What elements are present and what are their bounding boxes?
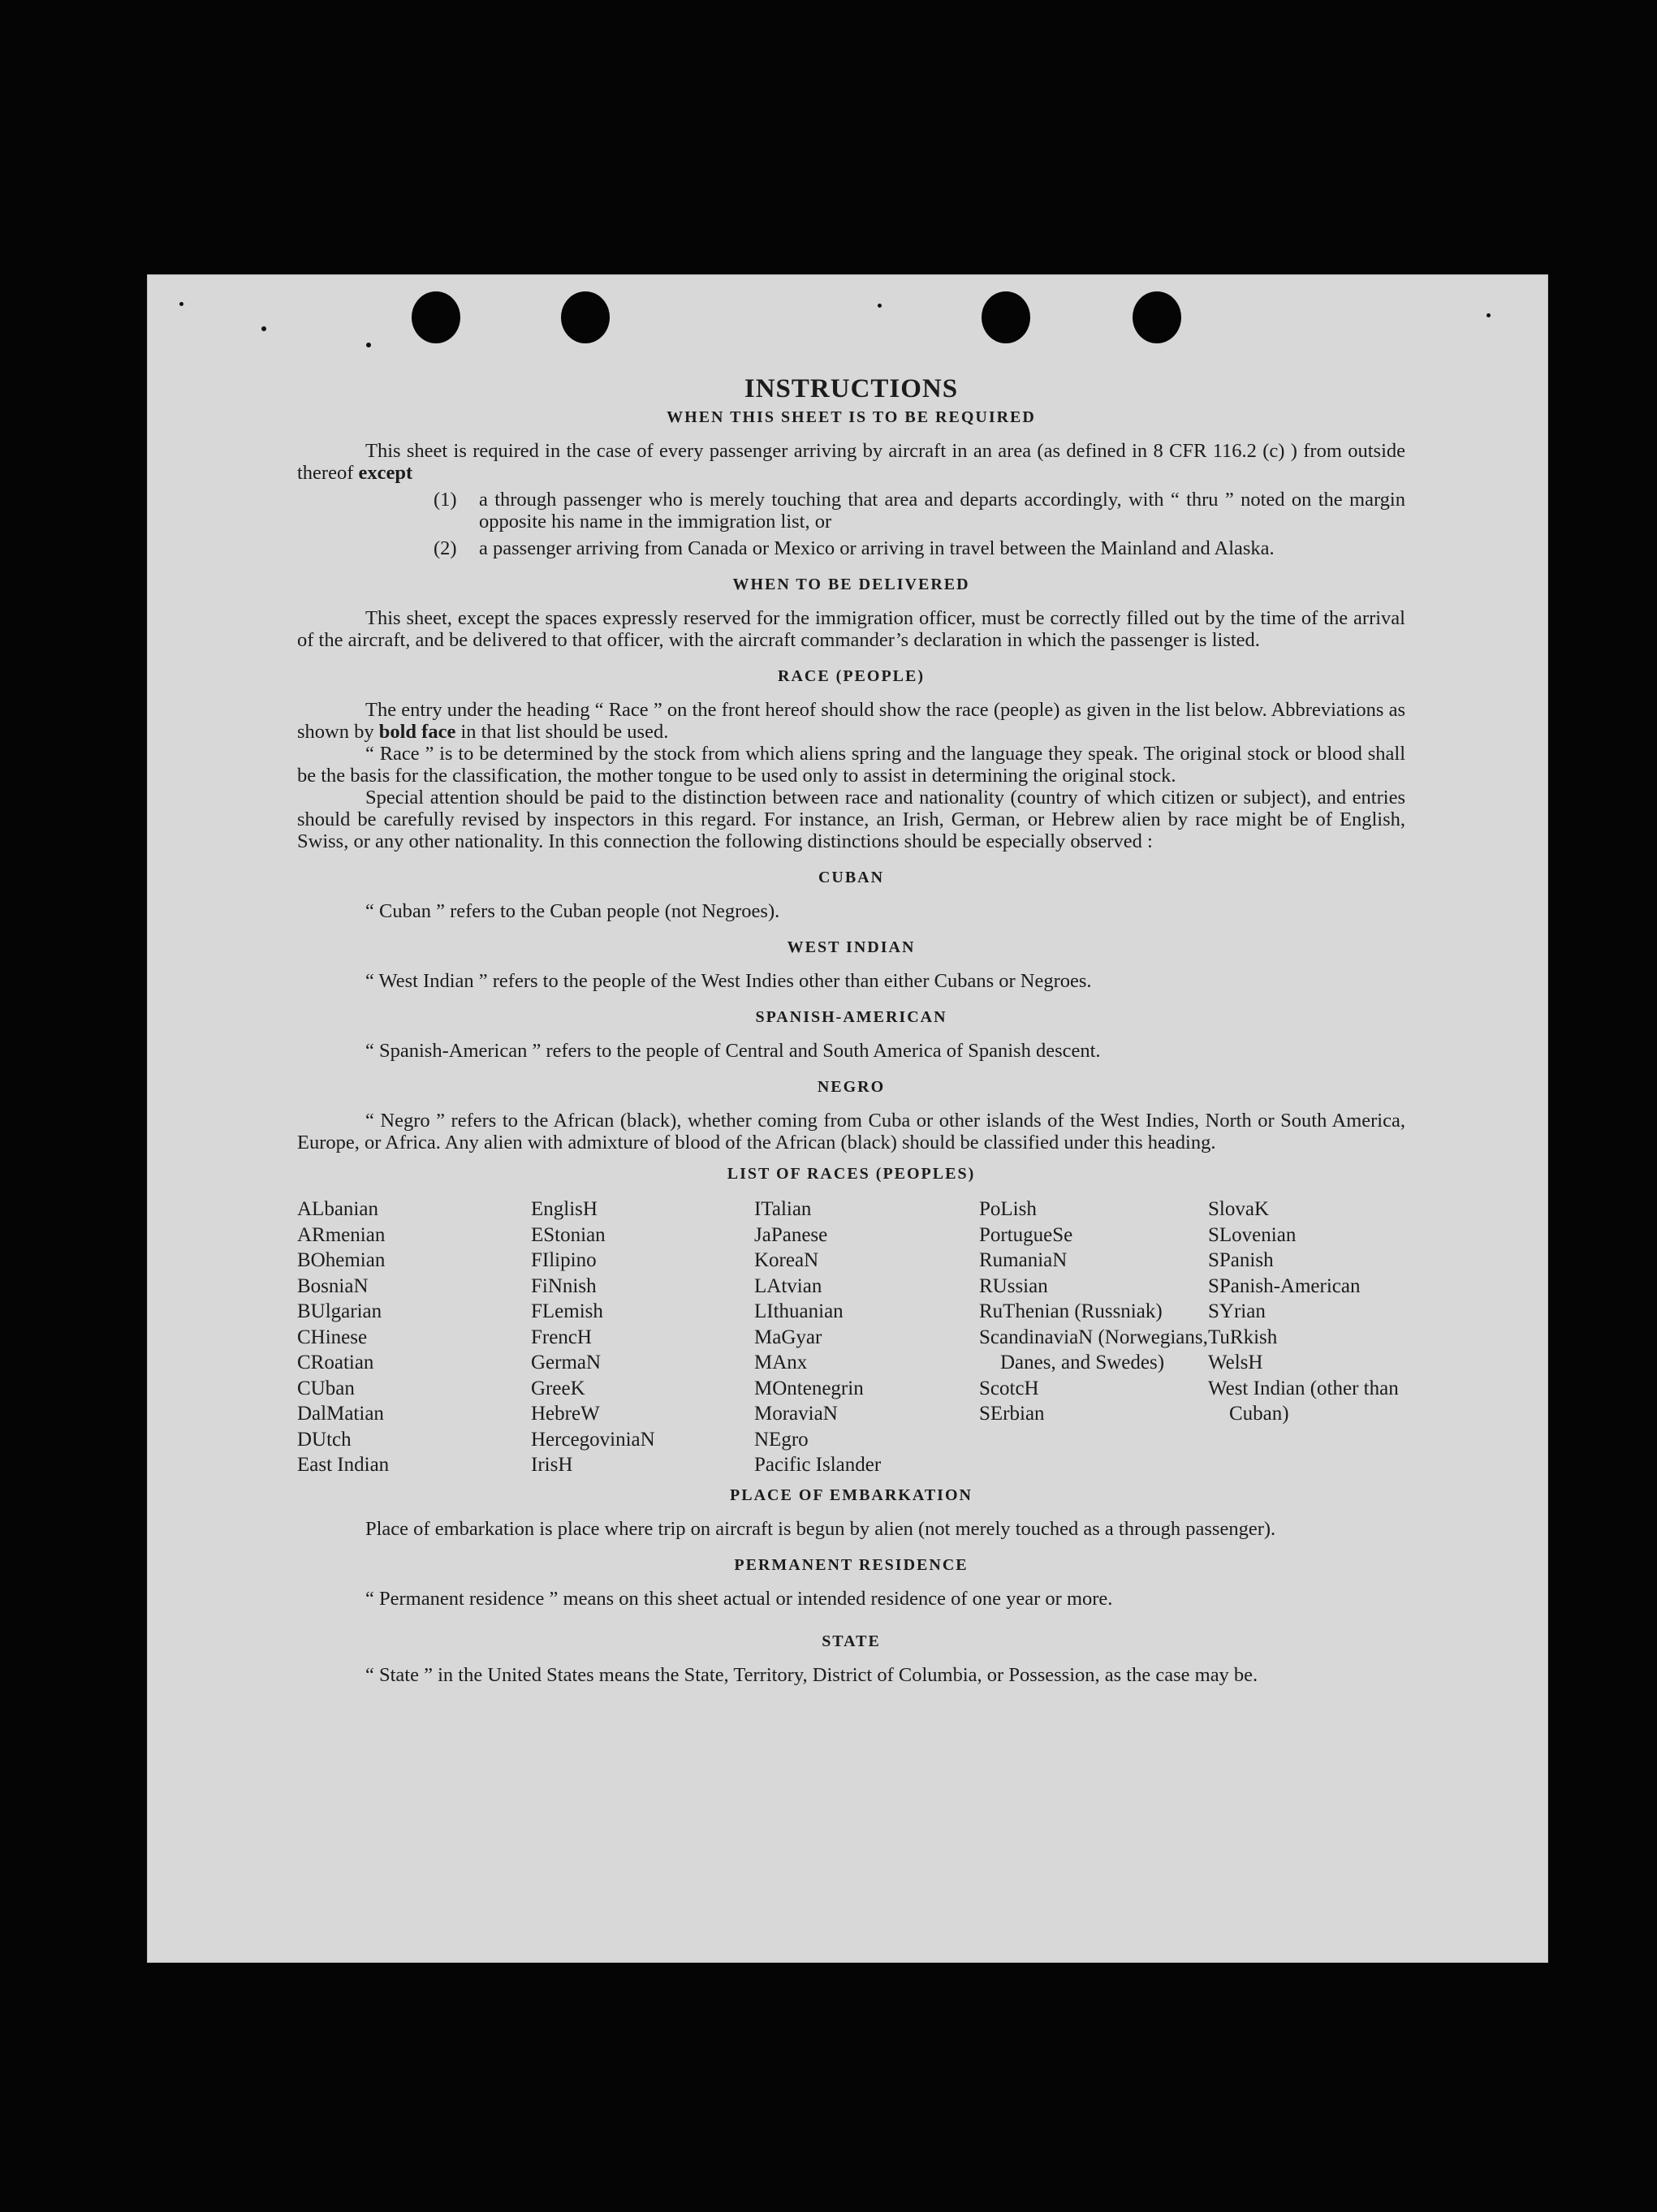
race-item: ScandinaviaN (Norwegians, Danes, and Swedes) [979,1326,1208,1373]
west-indian-text: “ West Indian ” refers to the people of the West Indies other than either Cubans or Negroes. [365,970,1092,992]
punch-hole [412,291,460,343]
race-item: JaPanese [754,1223,828,1246]
heading-residence: PERMANENT RESIDENCE [734,1555,969,1574]
residence-text: “ Permanent residence ” means on this sheet actual or intended residence of one year or more. [365,1587,1113,1610]
negro-text: “ Negro ” refers to the African (black), whether coming from Cuba or other islands of the West Indies, North or South America, Europe, or Africa. Any alien with admixture of blood of the African (black) should be classified under this heading. [297,1110,1405,1153]
race-item: ITalian [754,1198,812,1220]
race-item: SPanish-American [1208,1274,1361,1297]
speck [179,302,183,306]
speck [261,326,266,331]
race-item: RuThenian (Russniak) [979,1300,1163,1322]
heading-embarkation: PLACE OF EMBARKATION [730,1485,973,1504]
race-item: IrisH [531,1454,573,1476]
cuban-text: “ Cuban ” refers to the Cuban people (not Negroes). [365,900,780,922]
heading-race: RACE (PEOPLE) [778,667,925,685]
punch-hole [561,291,610,343]
race-item: MAnx [754,1352,808,1373]
race-item: SPanish [1208,1249,1274,1271]
races-list [297,1197,1405,1478]
state-text: “ State ” in the United States means the State, Territory, District of Columbia, or Possession, as the case may be. [365,1663,1258,1686]
race-item: EStonian [531,1223,606,1246]
race-item: HercegoviniaN [531,1428,655,1451]
race-item: HebreW [531,1403,600,1425]
race-item: SYrian [1208,1300,1266,1322]
document-content [297,374,1405,1686]
race-item: DalMatian [297,1403,384,1425]
embarkation-text: Place of embarkation is place where trip on aircraft is begun by alien (not merely touched as a through passenger). [365,1517,1276,1540]
race-item: CHinese [297,1326,368,1348]
race-item: Pacific Islander [754,1454,882,1476]
race-item: BosniaN [297,1274,369,1297]
race-item: NEgro [754,1428,809,1451]
page-title: INSTRUCTIONS [744,374,959,403]
exception-item: (1) a through passenger who is merely touching that area and departs accordingly, with “ thru ” noted on the margin opposite his name in the immigration list, or [434,489,1405,533]
heading-west-indian: WEST INDIAN [787,938,916,956]
race-item: MoraviaN [754,1403,838,1425]
heading-cuban: CUBAN [818,869,885,886]
exception-item: (2) a passenger arriving from Canada or Mexico or arriving in travel between the Mainland and Alaska. [434,537,1275,559]
race-item: BOhemian [297,1249,386,1271]
race-item: CRoatian [297,1352,374,1373]
races-column [754,1197,979,1478]
race-item: KoreaN [754,1249,819,1271]
heading-required: WHEN THIS SHEET IS TO BE REQUIRED [667,408,1036,426]
speck [1487,313,1491,317]
race-paragraph-1: The entry under the heading “ Race ” on the front hereof should show the race (people) as given in the list below. Abbreviations as shown by bold face in that list should be used. [297,699,1405,743]
speck [366,343,371,347]
race-item: SErbian [979,1403,1045,1425]
races-column [979,1197,1208,1478]
races-column [1208,1197,1405,1478]
race-item: MaGyar [754,1326,822,1348]
race-item: WelsH [1208,1352,1263,1373]
race-item: RumaniaN [979,1249,1068,1271]
race-item: MOntenegrin [754,1377,864,1399]
heading-negro: NEGRO [817,1078,886,1096]
race-item: FiNnish [531,1274,597,1297]
punch-hole [1133,291,1181,343]
speck [878,304,882,308]
race-item: EnglisH [531,1198,598,1220]
race-item: SlovaK [1208,1198,1269,1220]
race-item: LIthuanian [754,1300,844,1322]
race-item: West Indian (other than Cuban) [1208,1377,1399,1425]
required-intro: This sheet is required in the case of every passenger arriving by aircraft in an area (as defined in 8 CFR 116.2 (c) ) from outside thereof except [297,440,1405,484]
race-paragraph-3: Special attention should be paid to the distinction between race and nationality (country of which citizen or subject), and entries should be carefully revised by inspectors in this regard. For instance, an Irish, German, or Hebrew alien by race might be of English, Swiss, or any other nationality. In this connection the following distinctions should be especially observed : [297,787,1405,852]
race-paragraph-2: “ Race ” is to be determined by the stock from which aliens spring and the language they speak. The original stock or blood shall be the basis for the classification, the mother tongue to be used only to assist in determining the original stock. [297,743,1405,787]
race-item: ARmenian [297,1223,386,1246]
races-column [531,1197,754,1478]
race-item: ScotcH [979,1377,1039,1399]
race-item: LAtvian [754,1274,822,1297]
document-sheet [147,274,1548,1963]
race-item: PortugueSe [979,1223,1073,1246]
race-item: DUtch [297,1428,352,1451]
race-item: East Indian [297,1454,390,1476]
race-item: FIlipino [531,1249,597,1271]
race-item: PoLish [979,1198,1037,1220]
race-item: SLovenian [1208,1223,1297,1246]
race-item: GermaN [531,1352,602,1373]
race-item: TuRkish [1208,1326,1278,1348]
race-item: CUban [297,1377,355,1399]
heading-list-of-races: LIST OF RACES (PEOPLES) [727,1165,976,1183]
race-item: FLemish [531,1300,603,1322]
spanish-american-text: “ Spanish-American ” refers to the people of Central and South America of Spanish descent. [365,1040,1101,1062]
race-item: GreeK [531,1377,585,1399]
races-column [297,1197,531,1478]
heading-spanish-american: SPANISH-AMERICAN [755,1008,947,1026]
delivered-text: This sheet, except the spaces expressly reserved for the immigration officer, must be correctly filled out by the time of the arrival of the aircraft, and be delivered to that officer, with the aircraft commander’s declaration in which the passenger is listed. [297,607,1405,651]
race-item: BUlgarian [297,1300,382,1322]
race-item: FrencH [531,1326,592,1348]
race-item: ALbanian [297,1198,378,1220]
heading-delivered: WHEN TO BE DELIVERED [732,576,970,593]
punch-hole [982,291,1030,343]
heading-state: STATE [822,1632,881,1650]
race-item: RUssian [979,1274,1048,1297]
